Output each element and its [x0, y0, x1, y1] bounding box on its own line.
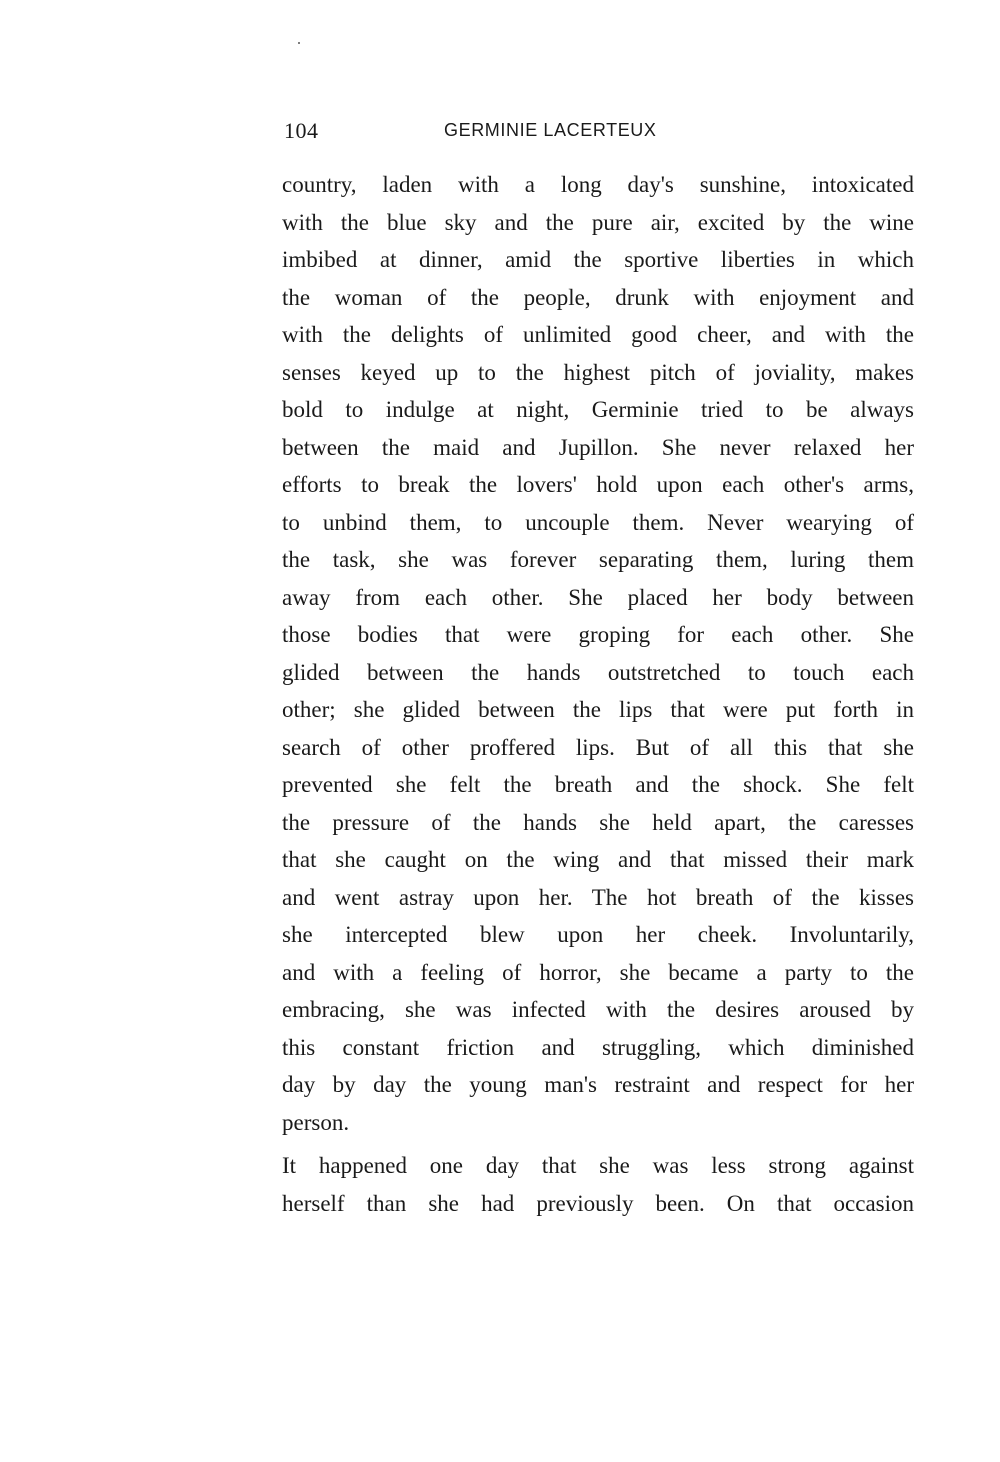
- page-number: 104: [284, 118, 319, 143]
- text-line: It happened one day that she was less strong against: [282, 1153, 914, 1178]
- text-line: search of other proffered lips. But of all this that she: [282, 734, 914, 760]
- text-line: senses keyed up to the highest pitch of joviality, makes: [282, 359, 914, 385]
- text-line: and with a feeling of horror, she became a party to the: [282, 959, 914, 985]
- text-line: prevented she felt the breath and the shock. She felt: [282, 772, 914, 797]
- text-line: those bodies that were groping for each other. She: [282, 622, 914, 647]
- text-line: the pressure of the hands she held apart, the caresses: [282, 809, 914, 835]
- text-line: the task, she was forever separating them, luring them: [282, 547, 914, 572]
- text-line: imbibed at dinner, amid the sportive liberties in which: [282, 247, 914, 272]
- text-line: with the delights of unlimited good cheer, and with the: [282, 322, 914, 347]
- text-line: that she caught on the wing and that missed their mark: [282, 847, 914, 872]
- text-line: herself than she had previously been. On that occasion: [282, 1190, 914, 1216]
- text-line: other; she glided between the lips that were put forth in: [282, 697, 914, 722]
- text-line: with the blue sky and the pure air, excited by the wine: [282, 209, 914, 235]
- text-line: person.: [282, 1109, 350, 1135]
- text-line: she intercepted blew upon her cheek. Involuntarily,: [282, 922, 914, 947]
- running-head: [284, 118, 916, 148]
- text-line: to unbind them, to uncouple them. Never wearying of: [282, 509, 914, 535]
- text-line: bold to indulge at night, Germinie tried to be always: [282, 397, 914, 422]
- paragraph-1: [282, 166, 914, 1141]
- text-line: efforts to break the lovers' hold upon each other's arms,: [282, 472, 914, 497]
- text-line: and went astray upon her. The hot breath of the kisses: [282, 884, 914, 910]
- text-line: day by day the young man's restraint and respect for her: [282, 1072, 914, 1097]
- text-line: country, laden with a long day's sunshine, intoxicated: [282, 172, 914, 197]
- text-line: embracing, she was infected with the desires aroused by: [282, 997, 914, 1022]
- text-line: this constant friction and struggling, which diminished: [282, 1034, 914, 1060]
- text-line: between the maid and Jupillon. She never relaxed her: [282, 434, 914, 460]
- running-title: GERMINIE LACERTEUX: [444, 120, 657, 140]
- body-text: [282, 166, 914, 1222]
- text-line: glided between the hands outstretched to touch each: [282, 659, 914, 685]
- text-line: away from each other. She placed her body between: [282, 584, 914, 610]
- page-speck: [298, 42, 300, 44]
- paragraph-2: [282, 1147, 914, 1222]
- text-line: the woman of the people, drunk with enjoyment and: [282, 284, 914, 310]
